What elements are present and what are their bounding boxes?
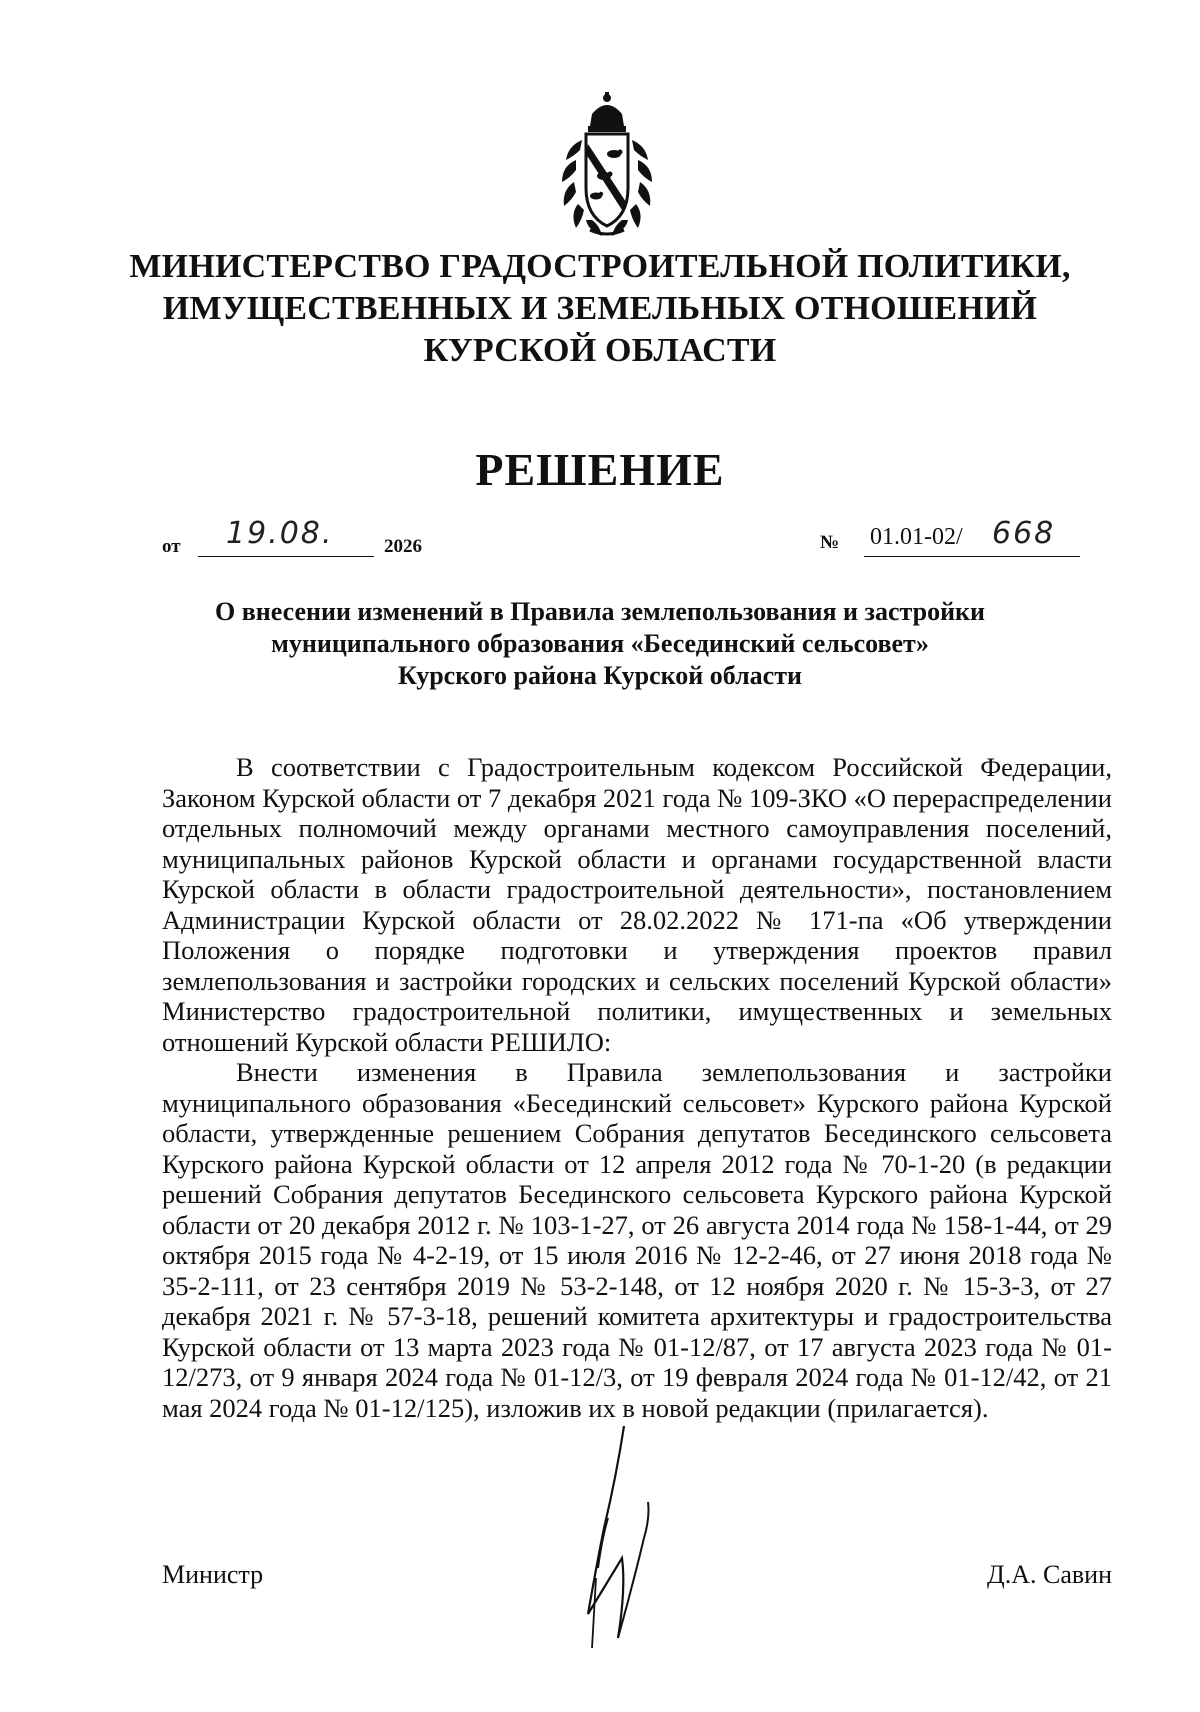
signatory-name: Д.А. Савин [987, 1560, 1112, 1589]
coat-of-arms-emblem [552, 92, 662, 242]
subject-line-1: О внесении изменений в Правила землепользования и застройки [214, 597, 986, 626]
ministry-name [100, 246, 1100, 372]
body-paragraph-1: В соответствии с Градостроительным кодексом Российской Федерации, Законом Курской области от 7 декабря 2021 года № 109-ЗКО «О перераспределении отдельных полномочий между органами местного самоуправления поселений, муниципальных районов Курской области и органами государственной власти Курской области в области градостроительной деятельности», постановлением Администрации Курской области от 28.02.2022 № 171-па «Об утверждении Положения о порядке подготовки и утверждения проектов правил землепользования и застройки городских и сельских поселений Курской области» Министерство градостроительной политики, имущественных и земельных отношений Курской области РЕШИЛО: [162, 752, 1112, 1057]
handwritten-date: 19.08. [226, 516, 334, 551]
date-year: 2026 [384, 536, 422, 557]
number-sign: № [820, 532, 840, 553]
body-paragraph-2: Внести изменения в Правила землепользования и застройки муниципального образования «Бесединский сельсовет» Курского района Курской области, утвержденные решением Собрания депутатов Бесединского сельсовета Курского района Курской области от 12 апреля 2012 года № 70-1-20 (в редакции решений Собрания депутатов Бесединского сельсовета Курского района Курской области от 20 декабря 2012 г. № 103-1-27, от 26 августа 2014 года № 158-1-44, от 29 октября 2015 года № 4-2-19, от 15 июля 2016 № 12-2-46, от 27 июня 2018 года № 35-2-111, от 23 сентября 2019 № 53-2-148, от 12 ноября 2020 г. № 15-3-3, от 27 декабря 2021 г. № 57-3-18, решений комитета архитектуры и градостроительства Курской области от 13 марта 2023 года № 01-12/87, от 17 августа 2023 года № 01-12/273, от 9 января 2024 года № 01-12/3, от 19 февраля 2024 года № 01-12/42, от 21 мая 2024 года № 01-12/125), изложив их в новой редакции (прилагается). [162, 1057, 1112, 1423]
number-prefix: 01.01-02/ [870, 524, 963, 550]
document-body [162, 752, 1112, 1423]
document-subject [100, 596, 1100, 692]
number-underline [864, 516, 1080, 557]
subject-line-3: Курского района Курской области [398, 661, 802, 690]
signatory-title: Министр [162, 1560, 264, 1589]
date-label: от [162, 536, 181, 557]
ministry-line-1: МИНИСТЕРСТВО ГРАДОСТРОИТЕЛЬНОЙ ПОЛИТИКИ, [129, 248, 1071, 285]
subject-line-2: муниципального образования «Бесединский сельсовет» [271, 629, 929, 658]
ministry-line-3: КУРСКОЙ ОБЛАСТИ [423, 332, 777, 369]
handwritten-number: 668 [992, 516, 1056, 551]
handwritten-signature [562, 1418, 682, 1668]
ministry-line-2: ИМУЩЕСТВЕННЫХ И ЗЕМЕЛЬНЫХ ОТНОШЕНИЙ [162, 290, 1038, 327]
date-underline [198, 516, 374, 557]
document-type-title: РЕШЕНИЕ [475, 444, 725, 495]
signature-block [162, 1548, 1112, 1668]
